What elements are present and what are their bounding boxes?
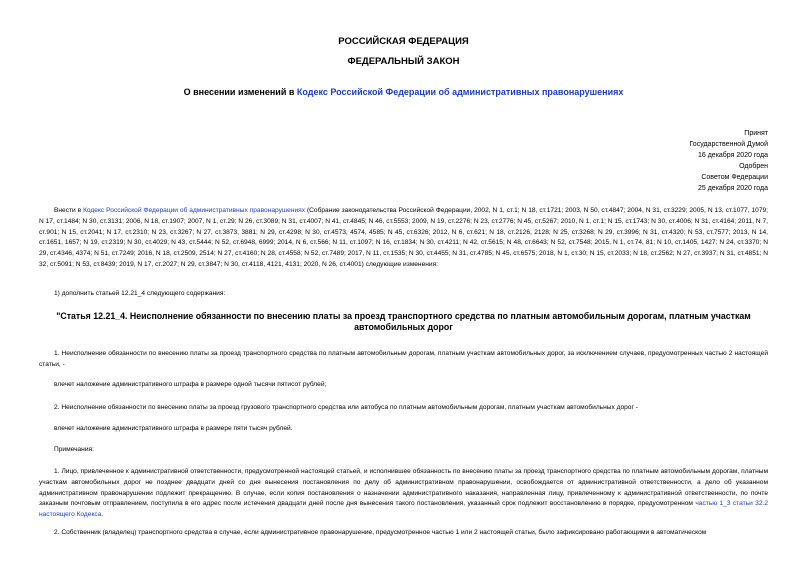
acceptance-line: Принят (744, 130, 768, 137)
law-title-prefix: О внесении изменений в (183, 87, 297, 97)
acceptance-line: 16 декабря 2020 года (697, 152, 768, 159)
note-2: 2. Собственник (владелец) транспортного средства в случае, если административное правонарушение, предусмотренное частью 1 или 2 настоящей статьи, было зафиксировано работающими в автоматическом (54, 529, 707, 536)
article-sanction-1: влечет наложение административного штрафа в размере одной тысячи пятисот рублей; (54, 381, 327, 388)
document-type-heading: ФЕДЕРАЛЬНЫЙ ЗАКОН (347, 56, 460, 67)
intro-paragraph (39, 206, 768, 271)
acceptance-line: 25 декабря 2020 года (697, 185, 768, 192)
note-1 (39, 467, 768, 521)
law-title (0, 87, 807, 97)
article-part-1: 1. Неисполнение обязанности по внесению платы за проезд транспортного средства по платным автомобильным дорогам, платным участкам автомобильных дорог, за исключением случаев, предусмотренных частью 2 настоящей статьи, - (39, 350, 768, 368)
intro-prefix: Внести в (54, 207, 84, 214)
item-1: 1) дополнить статьей 12.21_4 следующего содержания: (54, 290, 226, 297)
acceptance-line: Одобрен (739, 163, 768, 170)
acceptance-line: Государственной Думой (689, 141, 768, 148)
note-1-link[interactable]: частью 1_3 статьи 32.2 настоящего Кодекса (39, 500, 768, 519)
note-1-end: . (101, 511, 104, 519)
article-sanction-2: влечет наложение административного штрафа в размере пяти тысяч рублей. (54, 425, 293, 432)
intro-codex-link[interactable]: Кодекс Российской Федерации об административных правонарушениях (83, 207, 306, 214)
acceptance-line: Советом Федерации (701, 174, 768, 181)
codex-link[interactable]: Кодекс Российской Федерации об административных правонарушениях (296, 87, 624, 97)
article-title: "Статья 12.21_4. Неисполнение обязанности по внесению платы за проезд транспортного средства по платным автомобильным дорогам, платным участкам автомобильных дорог (56, 311, 751, 332)
intro-text: (Собрание законодательства Российской Федерации, 2002, N 1, ст.1; N 18, ст.1721; 2003, N 50, ст.4847; 2004, N 31, ст.3229; 2005, N 13, ст.1077, 1079; N 17, ст.1484; N 30, ст.3131; 2006, N 18, ст.1907; 2007, N 1, ст.29; N 26, ст.3089; N 31, ст.4007; N 41, ст.4845; N 46, ст.5553; 2009, N 19, ст.2276; N 23, ст.2776; N 45, ст.5267; 2010, N 1, ст.1; N 15, ст.1743; N 30, ст.4006; N 31, ст.4164; 2011, N 7, ст.901; N 15, ст.2041; N 17, ст.2310; N 23, ст.3267; N 27, ст.3873, 3881; N 29, ст.4298; N 30, ст.4573, 4574, 4585; N 45, ст.6326; 2012, N 6, ст.621; N 18, ст.2126, 2128; N 25, ст.3268; N 29, ст.3996; N 31, ст.4320; N 53, ст.7577; 2013, N 14, ст.1651, 1657; N 19, ст.2319; N 30, ст.4029; N 43, ст.5444; N 52, ст.6948, 6999; 2014, N 6, ст.566; N 11, ст.1097; N 16, ст.1834; N 30, ст.4211; N 42, ст.5615; N 48, ст.6643; N 52, ст.7548; 2015, N 1, ст.74, 81; N 10, ст.1405, 1427; N 24, ст.3370; N 29, ст.4346, 4374; N 51, ст.7249; 2016, N 18, ст.2509, 2514; N 27, ст.4160; N 28, ст.4558; N 52, ст.7489; 2017, N 11, ст.1535; N 30, ст.4455; N 31, ст.4785; N 45, ст.6575; 2018, N 1, ст.30; N 15, ст.2033; N 18, ст.2562; N 27, ст.3937; N 31, ст.4851; N 32, ст.5091; N 53, ст.8439; 2019, N 17, ст.2027; N 29, ст.3847; N 30, ст.4118, 4121, 4131; 2020, N 26, ст.4001) следующие изменения: (39, 207, 768, 268)
notes-label: Примечания: (54, 446, 94, 453)
country-heading: РОССИЙСКАЯ ФЕДЕРАЦИЯ (338, 36, 469, 47)
acceptance-block (568, 128, 768, 194)
note-1-text: 1. Лицо, привлеченное к административной ответственности, предусмотренной настоящей статьей, и исполнившее обязанность по внесению платы за проезд транспортного средства по платным автомобильным дорогам, платным участкам автомобильных дорог не позднее двадцати дней со дня вынесения постановления по делу об административном правонарушении, освобождается от административной ответственности, а дело об указанном административном правонарушении подлежит прекращению. В случае, если копия постановления о назначении административного наказания, направленная лицу, привлеченному к административной ответственности, по почте заказным почтовым отправлением, поступила в его адрес после истечения двадцати дней после дня вынесения такого постановления, указанный срок подлежит восстановлению в порядке, предусмотренном (39, 468, 768, 508)
article-part-2: 2. Неисполнение обязанности по внесению платы за проезд грузового транспортного средства или автобуса по платным автомобильным дорогам, платным участкам автомобильных дорог - (54, 404, 638, 411)
